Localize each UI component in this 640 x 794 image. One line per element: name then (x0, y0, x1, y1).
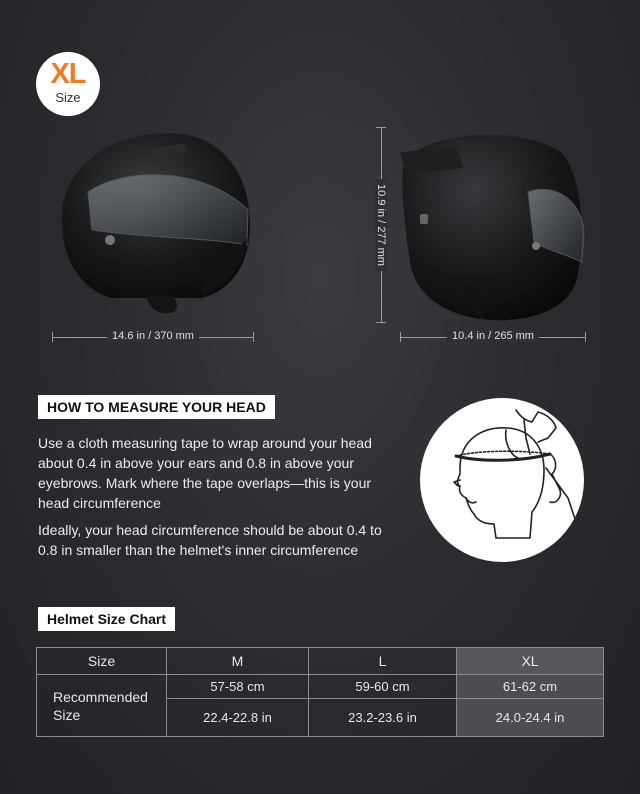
height-dimension (376, 127, 386, 323)
cell-xl-in: 24.0-24.4 in (457, 699, 604, 737)
depth-dimension-label: 10.4 in / 265 mm (447, 330, 539, 342)
helmet-front-image (396, 122, 586, 326)
head-measure-illustration (420, 398, 584, 562)
width-dimension-label: 14.6 in / 370 mm (107, 330, 199, 342)
measure-paragraph-2: Ideally, your head circumference should be about 0.4 to 0.8 in smaller than the helmet's inner circumference (38, 522, 382, 558)
width-dimension (52, 332, 254, 342)
helmet-side-image (52, 120, 262, 330)
depth-dimension (400, 332, 586, 342)
row-label: Recommended Size (37, 675, 167, 737)
measure-paragraph-1: Use a cloth measuring tape to wrap around your head about 0.4 in above your ears and 0.8 in above your eyebrows. Mark where the tape overlaps—this is your head circumference (38, 435, 372, 511)
cell-m-cm: 57-58 cm (167, 675, 309, 699)
cell-l-cm: 59-60 cm (309, 675, 457, 699)
size-chart-title: Helmet Size Chart (38, 607, 175, 631)
header-xl: XL (457, 648, 604, 675)
cell-m-in: 22.4-22.8 in (167, 699, 309, 737)
header-size: Size (37, 648, 167, 675)
head-outline-icon (420, 398, 584, 562)
size-chart-table (36, 647, 604, 737)
cell-l-in: 23.2-23.6 in (309, 699, 457, 737)
header-m: M (167, 648, 309, 675)
badge-label: Size (55, 90, 81, 105)
height-dimension-label: 10.9 in / 277 mm (375, 179, 387, 271)
measure-title: HOW TO MEASURE YOUR HEAD (38, 395, 275, 419)
size-badge (36, 52, 100, 116)
cell-xl-cm: 61-62 cm (457, 675, 604, 699)
header-l: L (309, 648, 457, 675)
badge-size-text: XL (50, 58, 86, 90)
